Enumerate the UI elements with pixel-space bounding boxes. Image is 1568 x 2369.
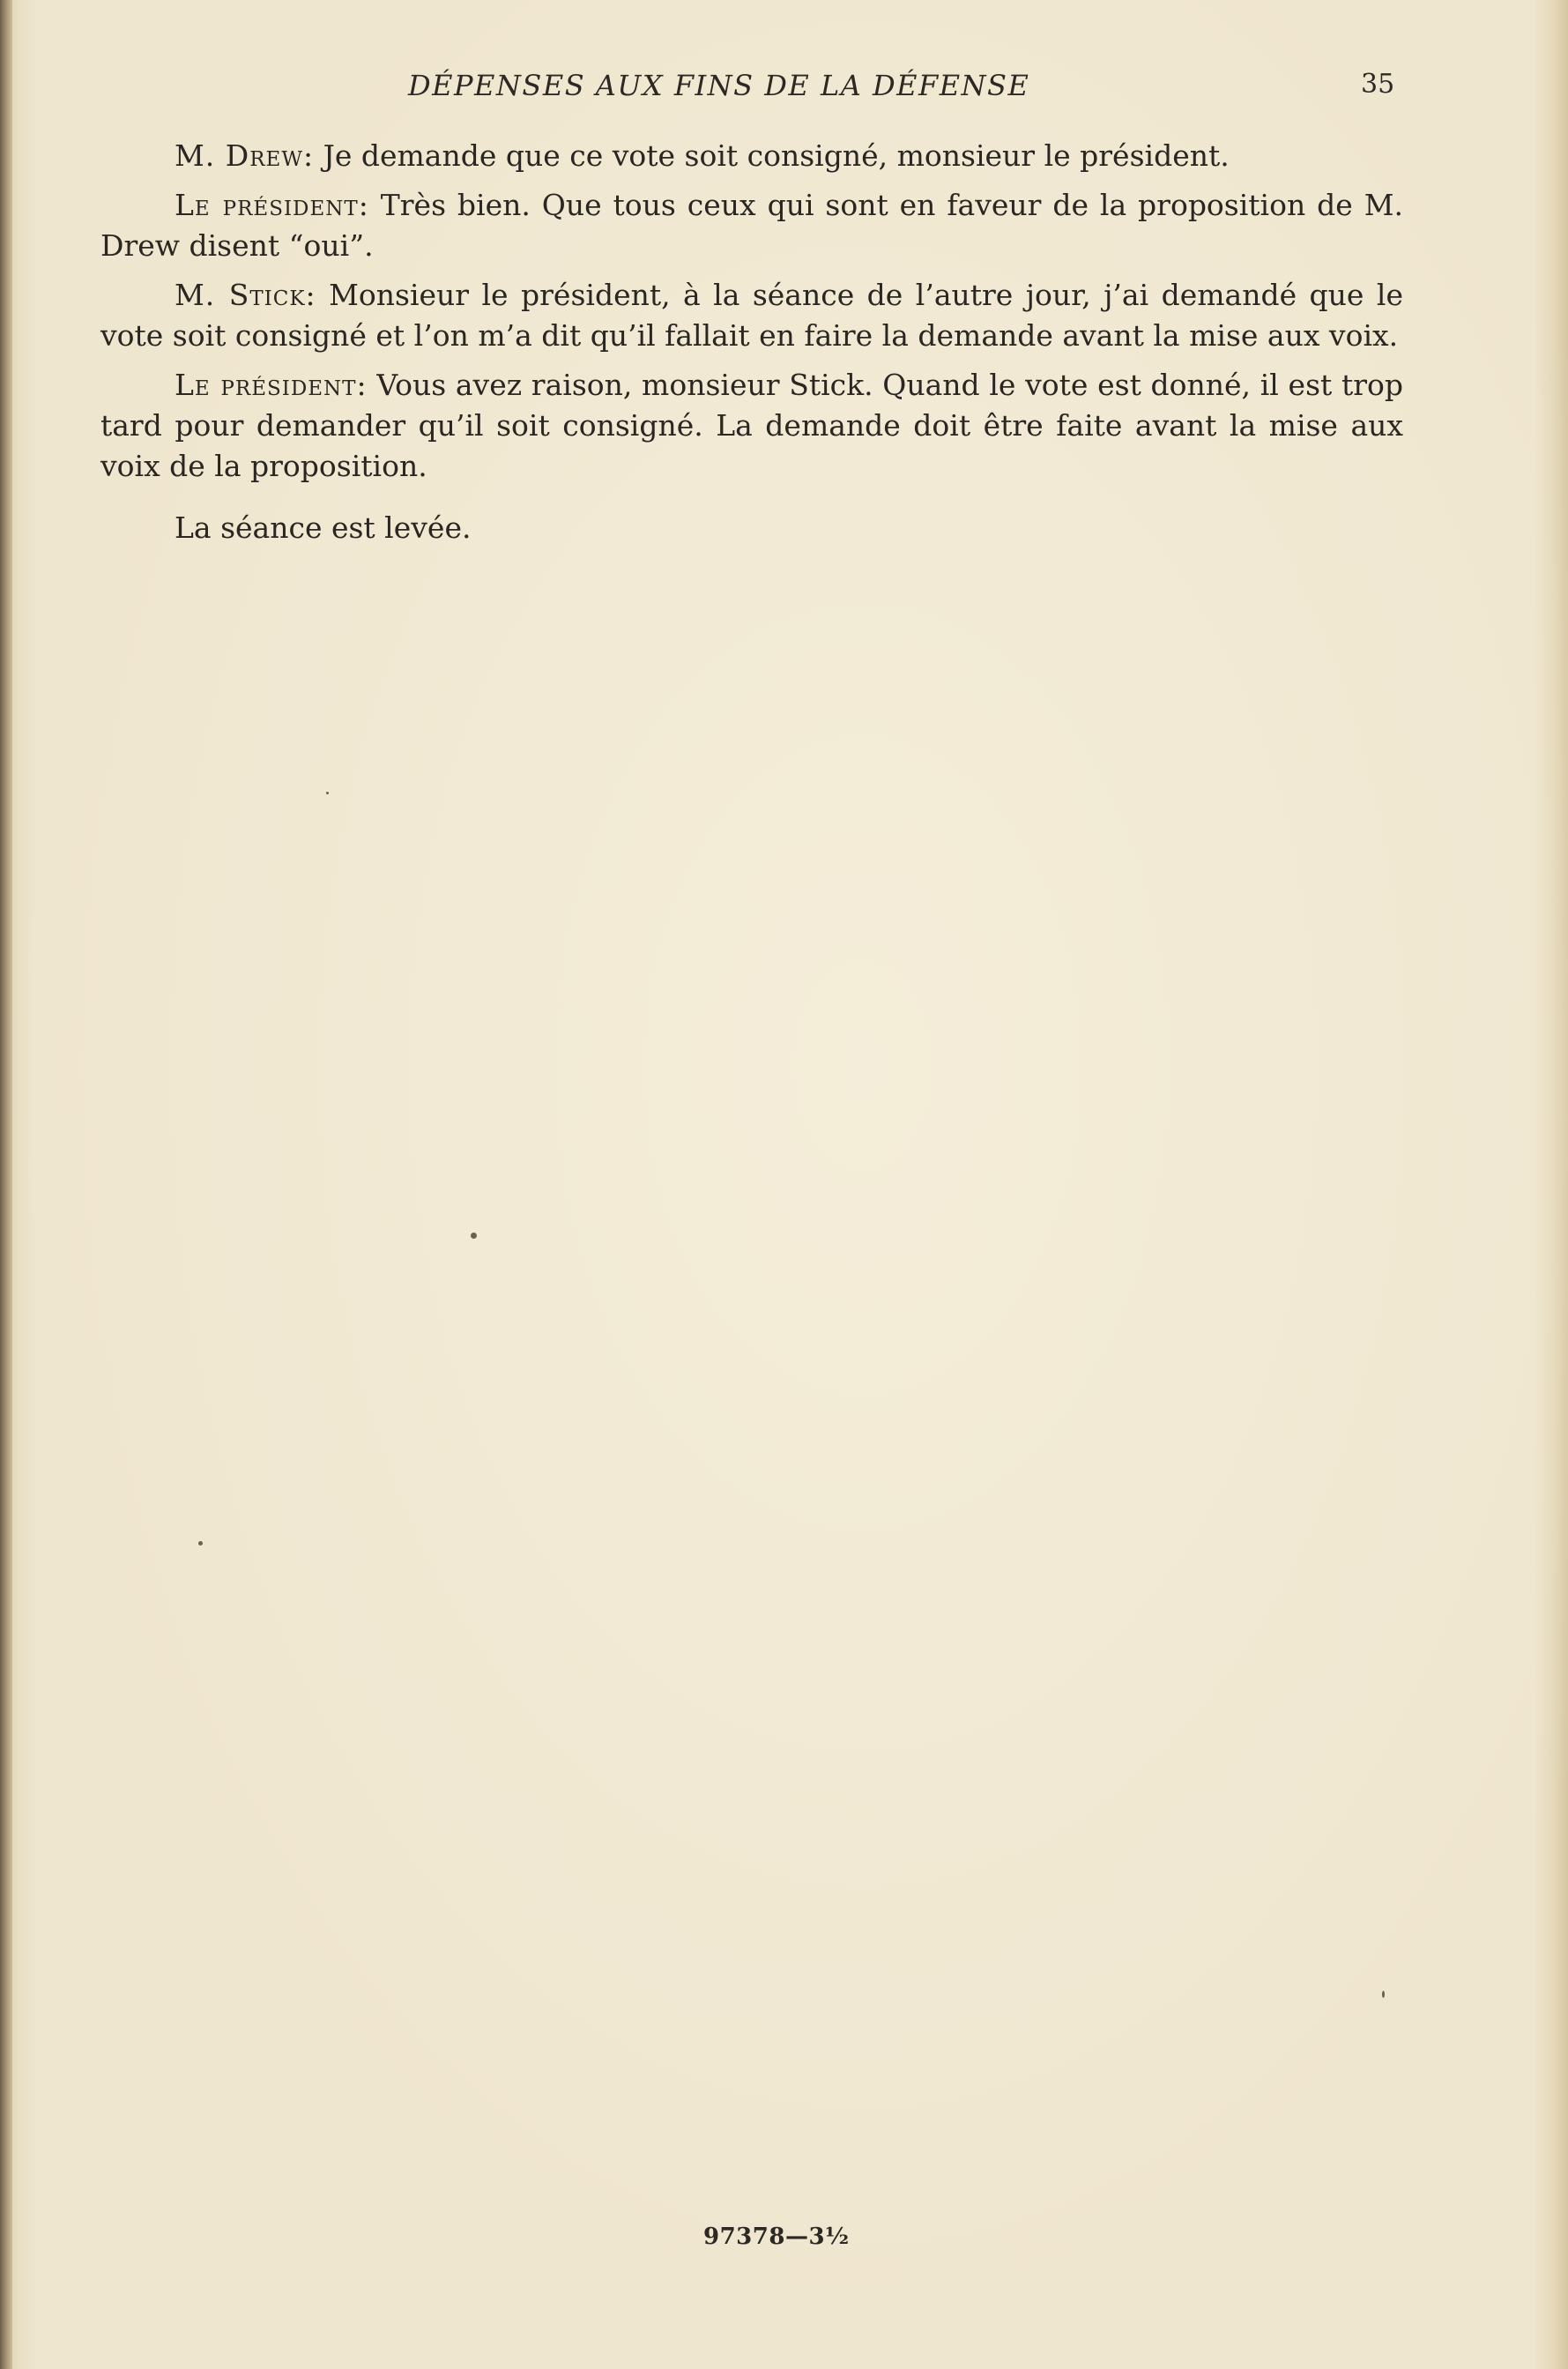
paragraph-text: Je demande que ce vote soit consigné, monsieur le président. <box>314 138 1230 173</box>
closing-line: La séance est levée. <box>175 510 472 545</box>
paragraph-text: Monsieur le président, à la séance de l’autre jour, j’ai demandé que le vote soit consigné et l’on m’a dit qu’il fallait en faire la demande avant la mise aux voix. <box>100 278 1403 353</box>
paper-speck <box>471 1233 477 1239</box>
speaker-label: Le président: <box>175 188 369 222</box>
print-code: 97378—3½ <box>703 2224 850 2250</box>
paragraph-stick <box>100 275 1403 356</box>
paper-speck <box>198 1541 203 1546</box>
paragraph-president-1 <box>100 185 1403 266</box>
paper-speck <box>326 792 329 794</box>
paper-speck <box>1382 1991 1385 1998</box>
page-number: 35 <box>1361 69 1395 100</box>
speaker-label: Le président: <box>175 368 368 402</box>
transcript-body <box>100 136 1403 557</box>
binding-edge <box>0 0 12 2369</box>
running-title: DÉPENSES AUX FINS DE LA DÉFENSE <box>408 69 1030 102</box>
paragraph-president-2 <box>100 365 1403 487</box>
paragraph-text: Très bien. Que tous ceux qui sont en faveur de la proposition de M. Drew disent “oui”. <box>100 188 1403 263</box>
paragraph-drew <box>100 136 1403 176</box>
paragraph-text: Vous avez raison, monsieur Stick. Quand le vote est donné, il est trop tard pour demander qu’il soit consigné. La demande doit être faite avant la mise aux voix de la proposition. <box>100 368 1403 483</box>
speaker-label: M. Stick: <box>175 278 316 312</box>
speaker-label: M. Drew: <box>175 138 315 173</box>
